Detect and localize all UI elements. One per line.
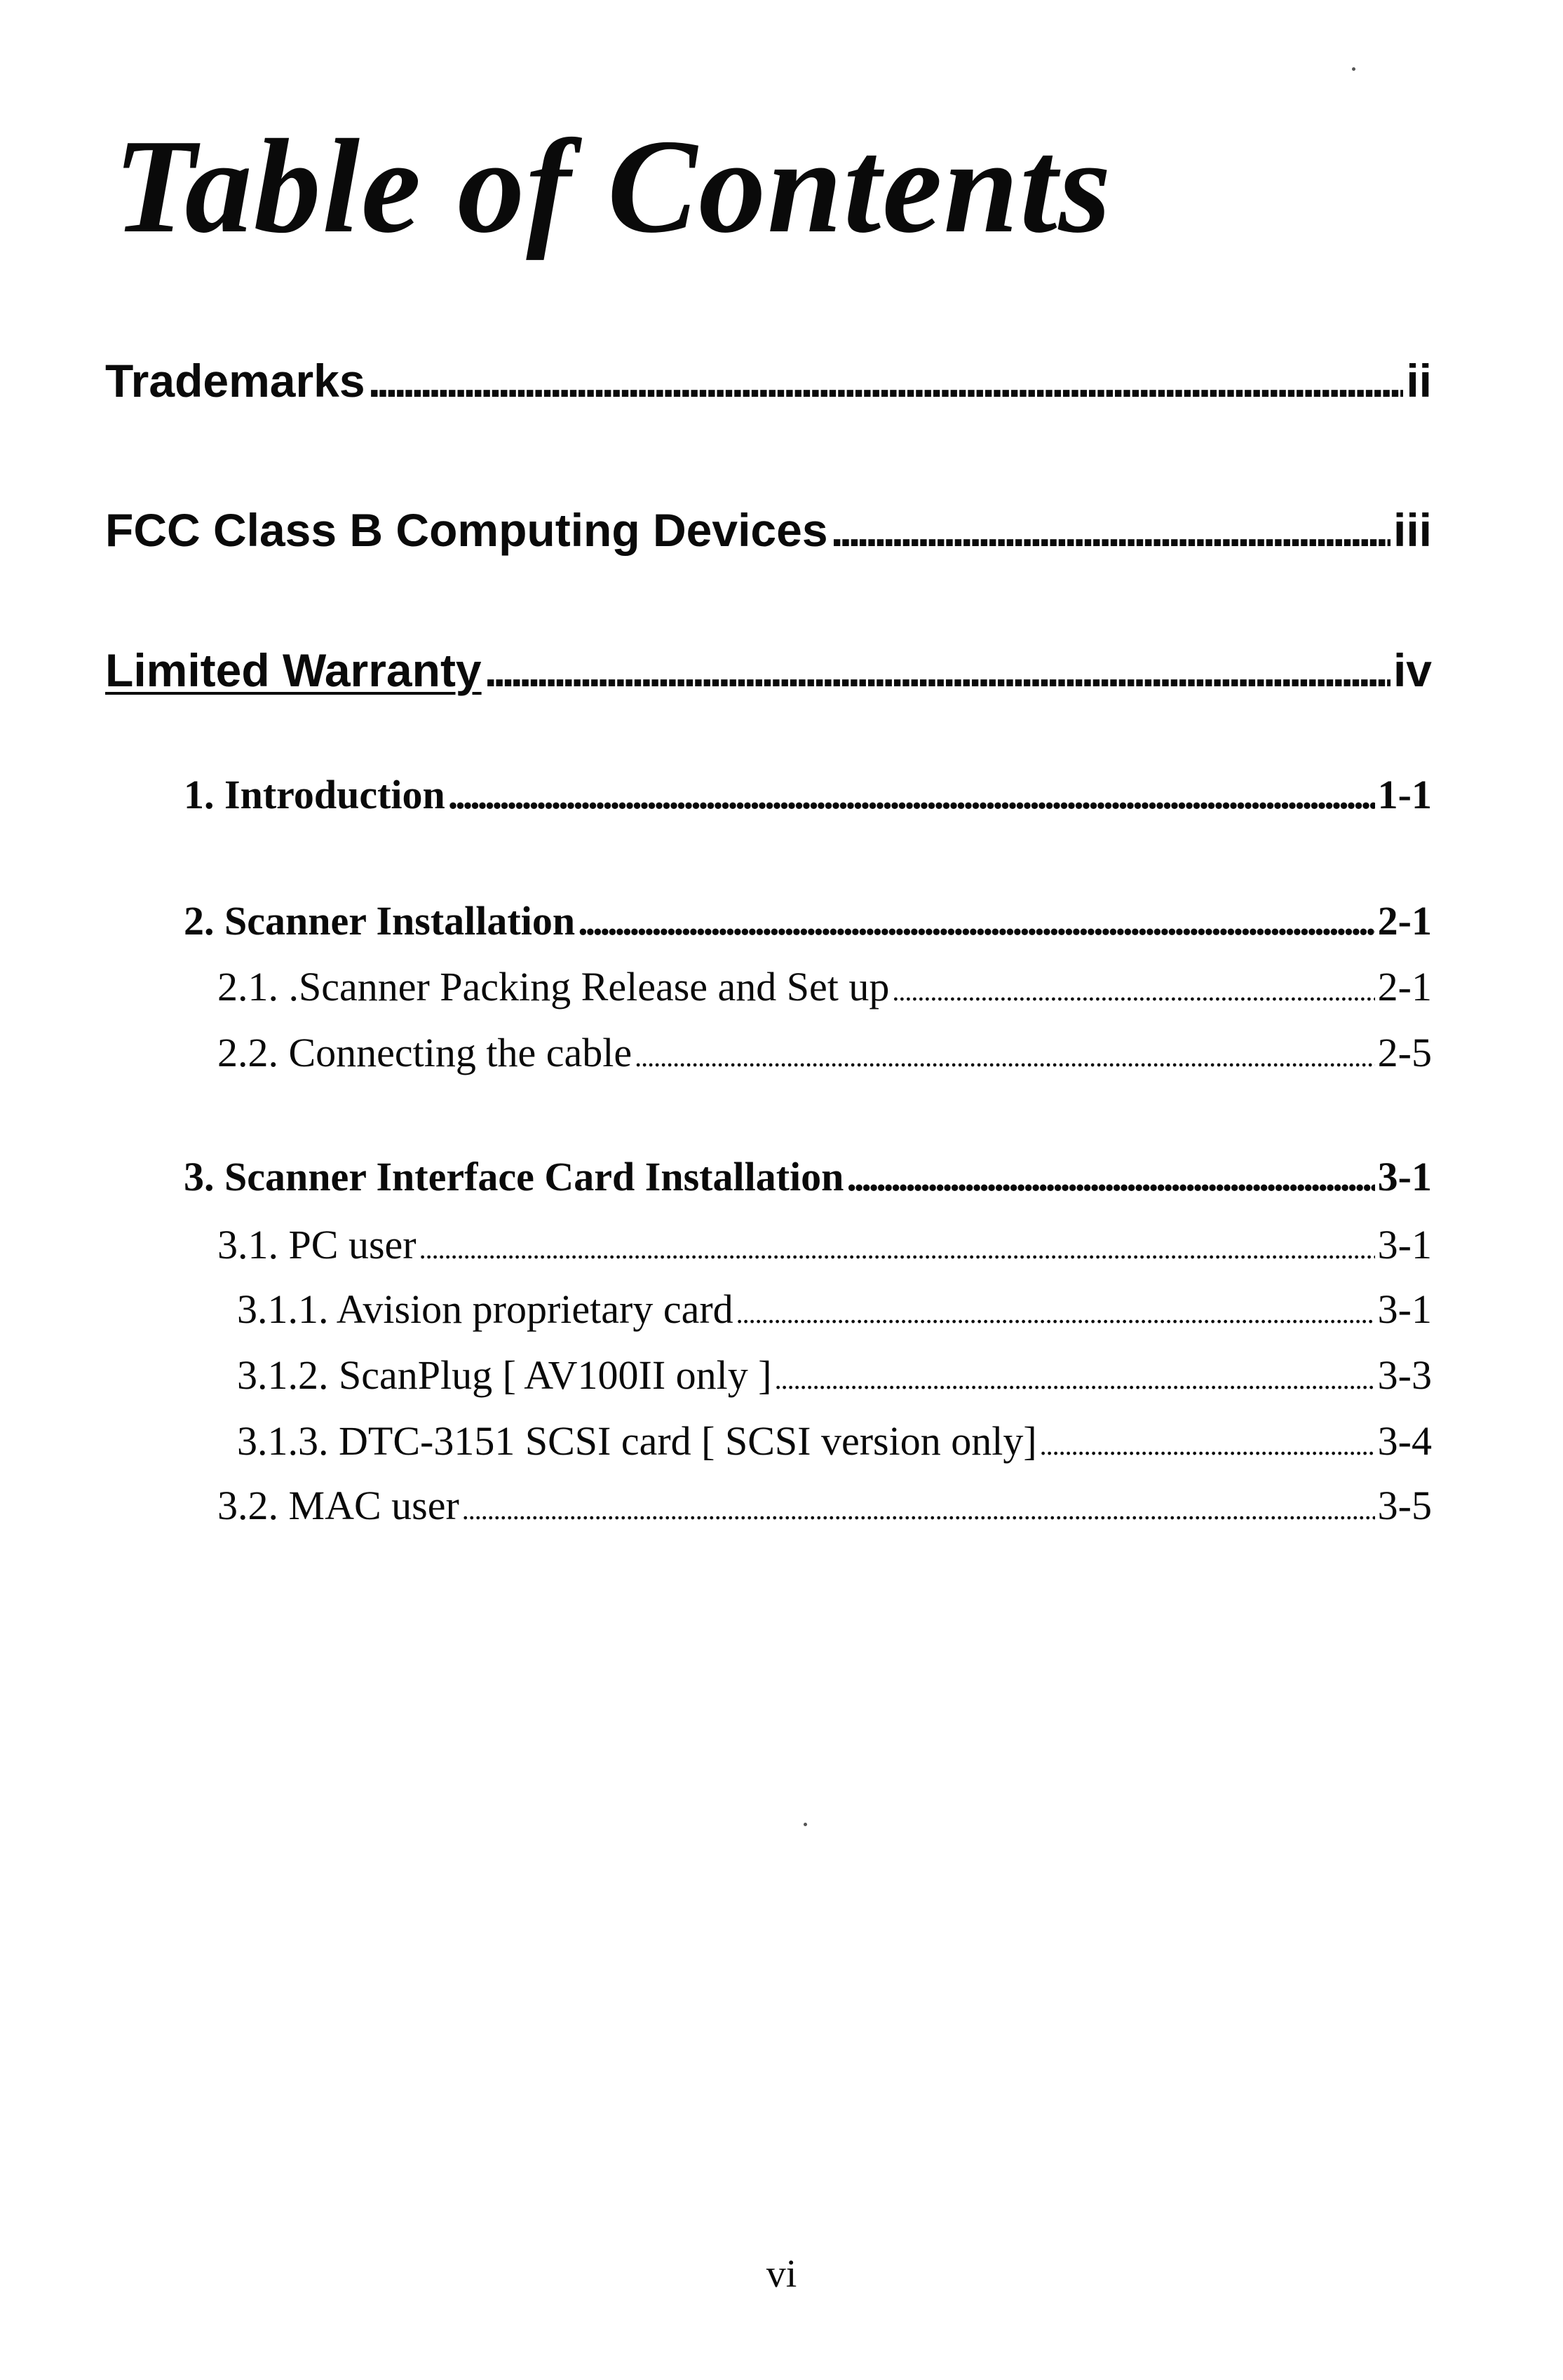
dot-leader <box>1040 1429 1375 1462</box>
page-title: Table of Contents <box>114 111 1113 261</box>
toc-entry-label: 2. Scanner Installation <box>184 898 576 944</box>
dot-leader <box>578 897 1375 944</box>
toc-entry-trademarks[interactable] <box>105 354 1432 407</box>
toc-entry-label: 1. Introduction <box>184 772 445 817</box>
toc-entry-packing-release[interactable] <box>217 963 1432 1010</box>
toc-entry-mac-user[interactable] <box>217 1482 1432 1529</box>
toc-entry-label: 3.1. PC user <box>217 1222 417 1267</box>
toc-page-number: ii <box>1406 355 1432 407</box>
toc-page-number: 3-5 <box>1377 1483 1432 1528</box>
toc-entry-connecting-cable[interactable] <box>217 1029 1432 1076</box>
toc-entry-interface-card[interactable] <box>184 1153 1432 1200</box>
toc-entry-label: FCC Class B Computing Devices <box>105 504 828 556</box>
toc-page-number: 1-1 <box>1377 772 1432 817</box>
page-number: vi <box>766 2252 797 2296</box>
toc-entry-label: Limited Warranty <box>105 644 482 696</box>
toc-entry-limited-warranty[interactable] <box>105 644 1432 697</box>
dot-leader <box>462 1493 1375 1526</box>
toc-page-number: 2-1 <box>1377 964 1432 1009</box>
dot-leader <box>448 771 1375 818</box>
toc-page-number: 3-1 <box>1377 1154 1432 1199</box>
toc-page-number: 3-1 <box>1377 1222 1432 1267</box>
toc-entry-scanner-installation[interactable] <box>184 897 1432 944</box>
toc-entry-label: 3.1.2. ScanPlug [ AV100II only ] <box>237 1352 772 1398</box>
dot-leader <box>368 354 1404 407</box>
dot-leader <box>892 974 1374 1007</box>
toc-entry-pc-user[interactable] <box>217 1221 1432 1268</box>
toc-page-number: iii <box>1393 504 1432 556</box>
toc-page-number: 3-1 <box>1377 1286 1432 1332</box>
toc-entry-dtc-scsi-card[interactable] <box>237 1417 1432 1464</box>
toc-entry-label: 3.1.3. DTC-3151 SCSI card [ SCSI version only] <box>237 1418 1037 1464</box>
dot-leader <box>635 1040 1375 1073</box>
toc-entry-label: 2.2. Connecting the cable <box>217 1030 632 1075</box>
toc-entry-introduction[interactable] <box>184 771 1432 818</box>
toc-entry-scanplug[interactable] <box>237 1352 1432 1399</box>
dot-leader <box>485 644 1391 697</box>
scan-speck <box>804 1823 807 1826</box>
toc-entry-label: Trademarks <box>105 355 365 407</box>
toc-entry-label: 3.2. MAC user <box>217 1483 459 1528</box>
dot-leader <box>831 503 1391 557</box>
scan-speck <box>1352 67 1355 71</box>
toc-entry-label: 3.1.1. Avision proprietary card <box>237 1286 733 1332</box>
toc-entry-label: 2.1. .Scanner Packing Release and Set up <box>217 964 890 1009</box>
toc-entry-avision-card[interactable] <box>237 1286 1432 1333</box>
dot-leader <box>846 1153 1374 1200</box>
toc-entry-label: 3. Scanner Interface Card Installation <box>184 1154 844 1199</box>
toc-page-number: 3-4 <box>1377 1418 1432 1464</box>
toc-page-number: iv <box>1393 644 1432 696</box>
dot-leader <box>736 1297 1375 1330</box>
dot-leader <box>419 1232 1375 1265</box>
toc-page-number: 2-1 <box>1377 898 1432 944</box>
toc-page-number: 2-5 <box>1377 1030 1432 1075</box>
toc-page-number: 3-3 <box>1377 1352 1432 1398</box>
toc-entry-fcc[interactable] <box>105 503 1432 557</box>
dot-leader <box>775 1363 1375 1396</box>
